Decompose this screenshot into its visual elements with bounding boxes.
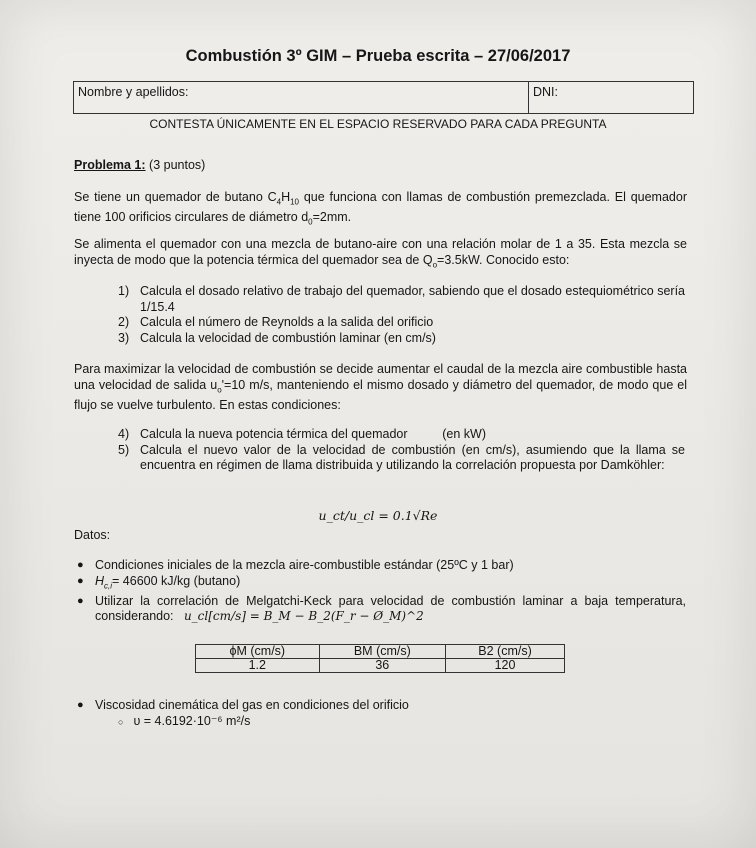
paragraph-burner — [74, 190, 687, 230]
question-number: 1) — [118, 284, 130, 298]
circle-bullet-icon: ○ — [118, 717, 124, 727]
correlation-formula: u_cl[cm/s] = B_M − B_2(F_r − Ø_M)^2 — [183, 609, 424, 623]
table-row — [196, 659, 565, 673]
list-item — [118, 315, 685, 331]
p3-text-c: '=10 m/s, manteniendo el mismo dosado y diámetro del quemador, de modo que el flujo se vuelve turbulento. En estas condiciones: — [74, 377, 688, 412]
viscosity-value-line — [118, 713, 250, 728]
hc-symbol: H — [95, 573, 105, 588]
data-list — [73, 558, 686, 625]
hc-subscript: c,i — [104, 581, 113, 590]
table-cell: 120 — [446, 659, 565, 673]
correlation-text: Utilizar la correlación de Melgatchi-Keck para velocidad de combustión laminar a baja temperatura, considerando: — [95, 593, 686, 623]
list-item — [73, 558, 686, 574]
question-text: Calcula el dosado relativo de trabajo del quemador, sabiendo que el dosado estequiométrico sería 1/15.4 — [140, 284, 685, 314]
question-list-2 — [118, 427, 685, 474]
bullet-icon: ● — [77, 574, 84, 587]
problem-points: (3 puntos) — [145, 158, 206, 172]
correlation-table — [195, 644, 565, 673]
question-number: 5) — [118, 442, 130, 457]
list-item — [73, 574, 686, 594]
student-id-box — [73, 81, 694, 114]
p1-text-e: que funciona con llamas de combustión premezclada. El quemador tiene 100 orificios circulares de diámetro d — [74, 190, 687, 224]
table-header-cell: ϕM (cm/s) — [196, 645, 320, 659]
table-header-cell: B2 (cm/s) — [446, 645, 565, 659]
list-item — [118, 443, 685, 474]
p2-text-c: =3.5kW. Conocido esto: — [437, 252, 570, 267]
bullet-icon: ● — [77, 594, 84, 607]
bullet-icon: ● — [77, 559, 84, 571]
question-number: 2) — [118, 315, 130, 329]
datos-label: Datos: — [74, 528, 111, 542]
viscosity-list — [73, 698, 686, 714]
conditions-text: Condiciones iniciales de la mezcla aire-combustible estándar (25ºC y 1 bar) — [95, 558, 514, 572]
problem-heading — [74, 158, 687, 174]
p1-text-c: H — [281, 190, 291, 204]
question-text: Calcula el número de Reynolds a la salida del orificio — [140, 315, 434, 329]
question-text: Calcula la velocidad de combustión laminar (en cm/s) — [140, 330, 436, 345]
list-item — [118, 331, 685, 347]
dni-field-label: DNI: — [533, 85, 558, 99]
table-cell: 36 — [319, 659, 445, 673]
damkohler-formula: u_ct/u_cl = 0.1√Re — [318, 508, 438, 523]
list-item — [73, 698, 686, 714]
question-number: 4) — [118, 427, 130, 441]
instruction-text: CONTESTA ÚNICAMENTE EN EL ESPACIO RESERVADO PARA CADA PREGUNTA — [149, 117, 607, 131]
bullet-icon: ● — [77, 699, 84, 711]
list-item — [118, 427, 685, 443]
table-header-cell: BM (cm/s) — [319, 645, 445, 659]
hc-value: = 46600 kJ/kg (butano) — [112, 573, 241, 588]
p1-sub-d: 10 — [290, 197, 300, 207]
question-list-1 — [118, 284, 685, 346]
p3-text-a: Para maximizar la velocidad de combustión se decide aumentar el caudal de la mezcla aire combustible hasta una velocidad de salida u — [74, 362, 687, 392]
list-item — [73, 594, 686, 625]
id-box-divider — [528, 82, 529, 113]
question-text: Calcula el nuevo valor de la velocidad de combustión (en cm/s), asumiendo que la llama se encuentra en régimen de llama distribuida y utilizando la correlación propuesta por Damköhler: — [140, 442, 685, 472]
name-field-label: Nombre y apellidos: — [78, 85, 189, 99]
page-title: Combustión 3º GIM – Prueba escrita – 27/06/2017 — [185, 47, 571, 65]
table-cell: 1.2 — [196, 659, 320, 673]
p1-sub-f: 0 — [308, 217, 313, 227]
paragraph-mixture — [74, 237, 687, 273]
p3-sub-b: o — [217, 385, 222, 394]
question-number: 3) — [118, 330, 130, 345]
p2-sub-b: o — [432, 260, 438, 269]
question-text: Calcula la nueva potencia térmica del quemador (en kW) — [140, 427, 486, 441]
list-item — [118, 284, 685, 315]
problem-label: Problema 1: — [74, 158, 146, 172]
paragraph-turbulent — [74, 362, 687, 413]
table-header-row — [196, 645, 565, 659]
viscosity-value: υ = 4.6192·10⁻⁶ m²/s — [133, 714, 251, 728]
p1-sub-b: 4 — [276, 197, 282, 207]
p2-text-a: Se alimenta el quemador con una mezcla de butano-aire con una relación molar de 1 a 35. Esta mezcla se inyecta de modo que la potencia térmica del quemador sea de Q — [74, 237, 687, 267]
p1-text-a: Se tiene un quemador de butano C — [74, 190, 277, 204]
viscosity-text: Viscosidad cinemática del gas en condiciones del orificio — [95, 698, 409, 712]
p1-text-g: =2mm. — [312, 210, 352, 224]
